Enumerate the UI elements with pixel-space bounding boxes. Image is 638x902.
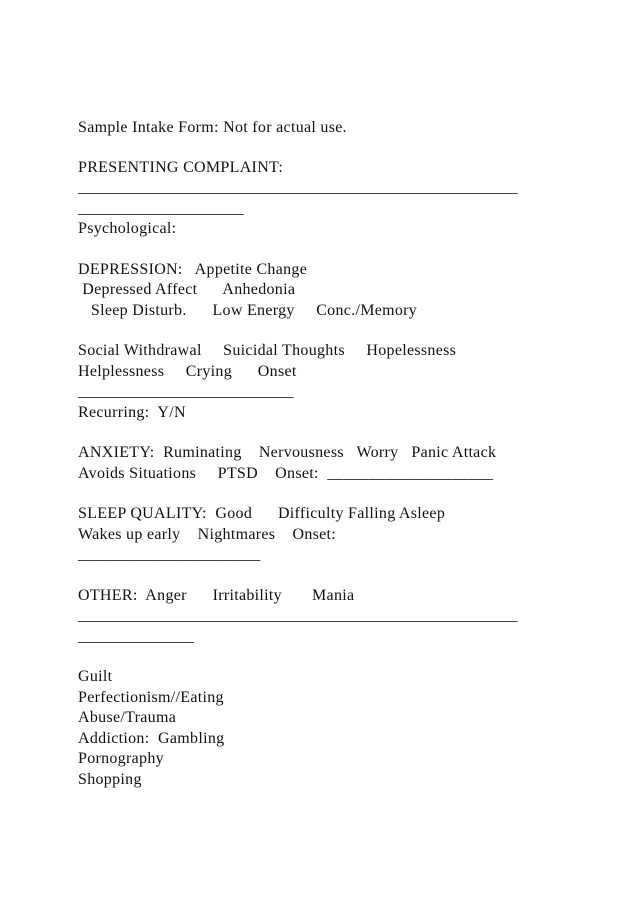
presenting-complaint-blank-1: _____________________________________________________	[78, 179, 518, 196]
presenting-complaint-blank-2: ____________________	[78, 200, 244, 217]
psychological-label: Psychological:	[78, 220, 177, 237]
other-item-guilt: Guilt	[78, 668, 113, 685]
sleep-quality-line-2: Wakes up early Nightmares Onset:	[78, 526, 337, 543]
other-item-perfectionism: Perfectionism//Eating	[78, 689, 224, 706]
sleep-quality-line-1: SLEEP QUALITY: Good Difficulty Falling Asleep	[78, 505, 446, 522]
other-item-abuse-trauma: Abuse/Trauma	[78, 709, 177, 726]
depression-line-3: Sleep Disturb. Low Energy Conc./Memory	[78, 302, 418, 319]
other-item-addiction: Addiction: Gambling	[78, 730, 225, 747]
form-title: Sample Intake Form: Not for actual use.	[78, 119, 347, 136]
sleep-onset-blank: ______________________	[78, 546, 261, 563]
depression-line-5: Helplessness Crying Onset	[78, 363, 297, 380]
depression-line-1: DEPRESSION: Appetite Change	[78, 261, 308, 278]
depression-line-4: Social Withdrawal Suicidal Thoughts Hopelessness	[78, 342, 457, 359]
other-item-pornography: Pornography	[78, 750, 164, 767]
recurring-label: Recurring: Y/N	[78, 404, 186, 421]
other-item-shopping: Shopping	[78, 771, 142, 788]
depression-line-2: Depressed Affect Anhedonia	[78, 281, 296, 298]
other-blank-1: _____________________________________________________	[78, 607, 518, 624]
other-line-1: OTHER: Anger Irritability Mania	[78, 587, 355, 604]
anxiety-line-2: Avoids Situations PTSD Onset: ____________________	[78, 465, 494, 482]
presenting-complaint-heading: PRESENTING COMPLAINT:	[78, 159, 284, 176]
other-blank-2: ______________	[78, 628, 195, 645]
depression-onset-blank: __________________________	[78, 383, 294, 400]
anxiety-line-1: ANXIETY: Ruminating Nervousness Worry Panic Attack	[78, 444, 497, 461]
